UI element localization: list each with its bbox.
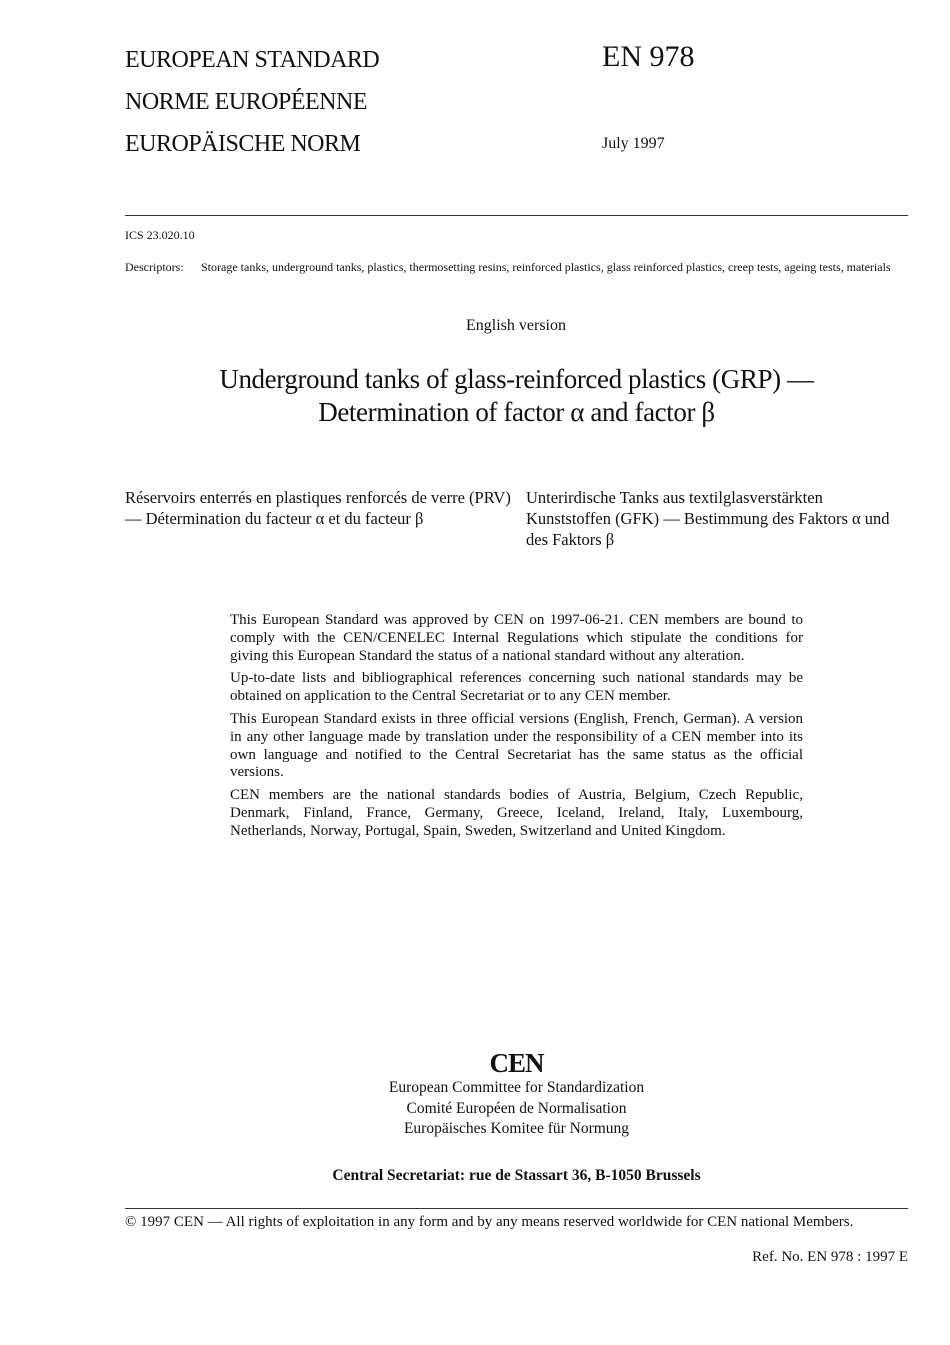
copyright-notice: © 1997 CEN — All rights of exploitation in any form and by any means reserved worldwide for CEN national Members. [125,1214,854,1230]
bottom-divider [125,1208,908,1209]
standard-number: EN 978 [602,40,695,73]
top-divider [125,215,908,216]
cen-secretariat-address: Central Secretariat: rue de Stassart 36, B-1050 Brussels [332,1166,701,1184]
cen-name-english: European Committee for Standardization [388,1079,645,1096]
title-line-2: Determination of factor α and factor β [318,397,715,427]
references-paragraph: Up-to-date lists and bibliographical references concerning such national standards may be obtained on application to the Central Secretariat or to any CEN member. [230,670,803,705]
subtitle-german: Unterirdische Tanks aus textilglasverstärkten Kunststoffen (GFK) — Bestimmung des Faktors α und des Faktors β [526,488,890,549]
versions-paragraph: This European Standard exists in three official versions (English, French, German). A version in any other language made by translation under the responsibility of a CEN member into its own language and notified to the Central Secretariat has the same status as the official versions. [230,710,803,781]
standard-name-french: NORME EUROPÉENNE [125,89,367,115]
cen-name-french: Comité Européen de Normalisation [406,1099,627,1117]
approval-notice [230,612,803,846]
reference-number: Ref. No. EN 978 : 1997 E [752,1249,908,1265]
descriptors-label: Descriptors: [125,260,184,274]
document-title [125,363,908,429]
standard-name-english: EUROPEAN STANDARD [125,47,380,73]
descriptors-text: Storage tanks, underground tanks, plastics, thermosetting resins, reinforced plastics, glass reinforced plastics, creep tests, ageing tests, materials [201,260,891,274]
cen-block [125,1048,908,1186]
publication-date: July 1997 [602,135,665,152]
subtitle-french: Réservoirs enterrés en plastiques renforcés de verre (PRV) — Détermination du facteur α et du facteur β [125,488,511,528]
title-line-1: Underground tanks of glass-reinforced plastics (GRP) — [219,364,814,394]
members-paragraph: CEN members are the national standards bodies of Austria, Belgium, Czech Republic, Denmark, Finland, France, Germany, Greece, Iceland, Ireland, Italy, Luxembourg, Netherlands, Norway, Portugal, Spain, Sweden, Switzerland and United Kingdom. [230,787,803,839]
descriptors [125,260,908,275]
approval-paragraph: This European Standard was approved by CEN on 1997-06-21. CEN members are bound to comply with the CEN/CENELEC Internal Regulations which stipulate the conditions for giving this European Standard the status of a national standard without any alteration. [230,612,803,664]
cen-logo: CEN [489,1048,544,1078]
version-label: English version [466,317,566,334]
cen-name-german: Europäisches Komitee für Normung [403,1120,630,1137]
standard-name-german: EUROPÄISCHE NORM [125,131,361,157]
ics-code: ICS 23.020.10 [125,228,195,242]
